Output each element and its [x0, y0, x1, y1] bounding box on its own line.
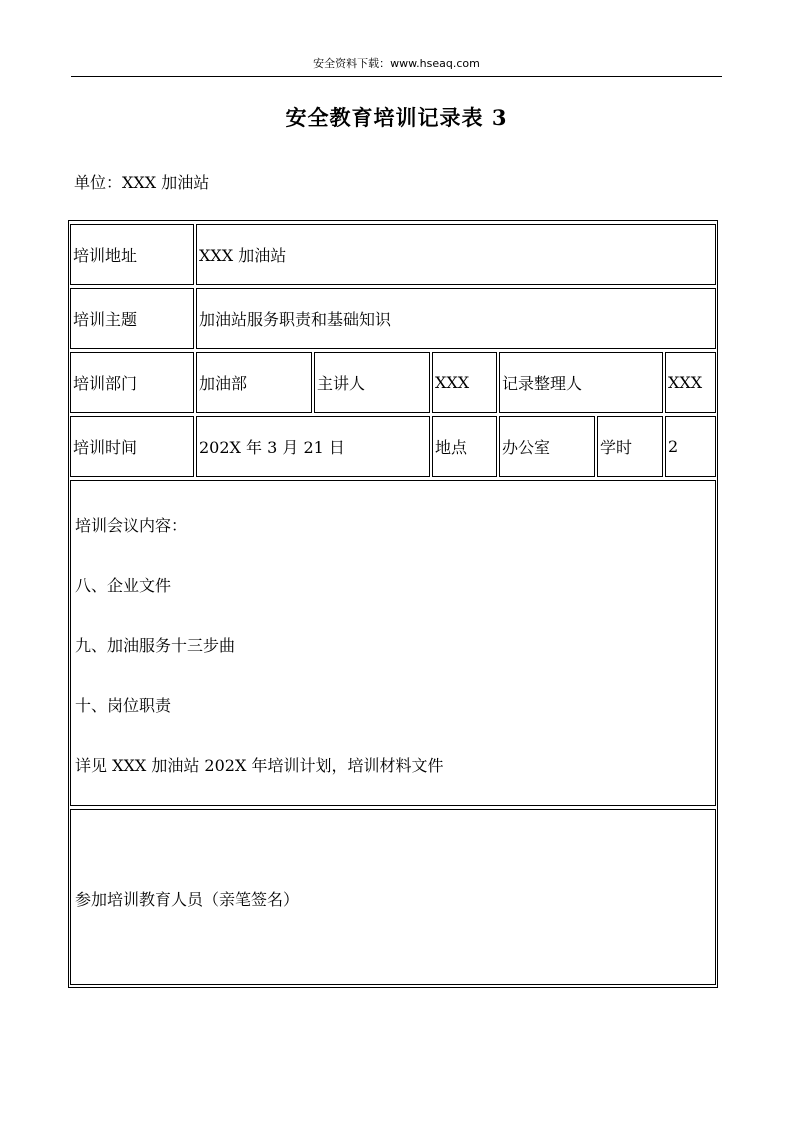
signature-label: 参加培训教育人员（亲笔签名）: [75, 890, 300, 909]
training-content: [70, 480, 716, 806]
lecturer-label: 主讲人: [314, 352, 430, 413]
content-note: 详见 XXX 加油站 202X 年培训计划，培训材料文件: [75, 756, 444, 775]
time-label: 培训时间: [70, 416, 194, 477]
department-value: 加油部: [196, 352, 312, 413]
content-item: 十、岗位职责: [75, 696, 172, 715]
recorder-label: 记录整理人: [499, 352, 663, 413]
topic-label: 培训主题: [70, 288, 194, 349]
time-value: 202X 年 3 月 21 日: [196, 416, 430, 477]
place-label: 地点: [432, 416, 497, 477]
department-label: 培训部门: [70, 352, 194, 413]
content-heading: 培训会议内容：: [75, 516, 188, 535]
page-title: 安全教育培训记录表 3: [285, 105, 508, 130]
hours-value: 2: [665, 416, 716, 477]
place-value: 办公室: [499, 416, 595, 477]
location-value: XXX 加油站: [196, 224, 716, 285]
signature-section: [70, 809, 716, 985]
topic-value: 加油站服务职责和基础知识: [196, 288, 716, 349]
lecturer-value: XXX: [432, 352, 497, 413]
content-item: 八、企业文件: [75, 576, 172, 595]
hours-label: 学时: [597, 416, 663, 477]
unit-label: 单位：XXX 加油站: [74, 173, 210, 192]
location-label: 培训地址: [70, 224, 194, 285]
page-header: 安全资料下载：www.hseaq.com: [71, 56, 722, 77]
content-item: 九、加油服务十三步曲: [75, 636, 236, 655]
recorder-value: XXX: [665, 352, 716, 413]
